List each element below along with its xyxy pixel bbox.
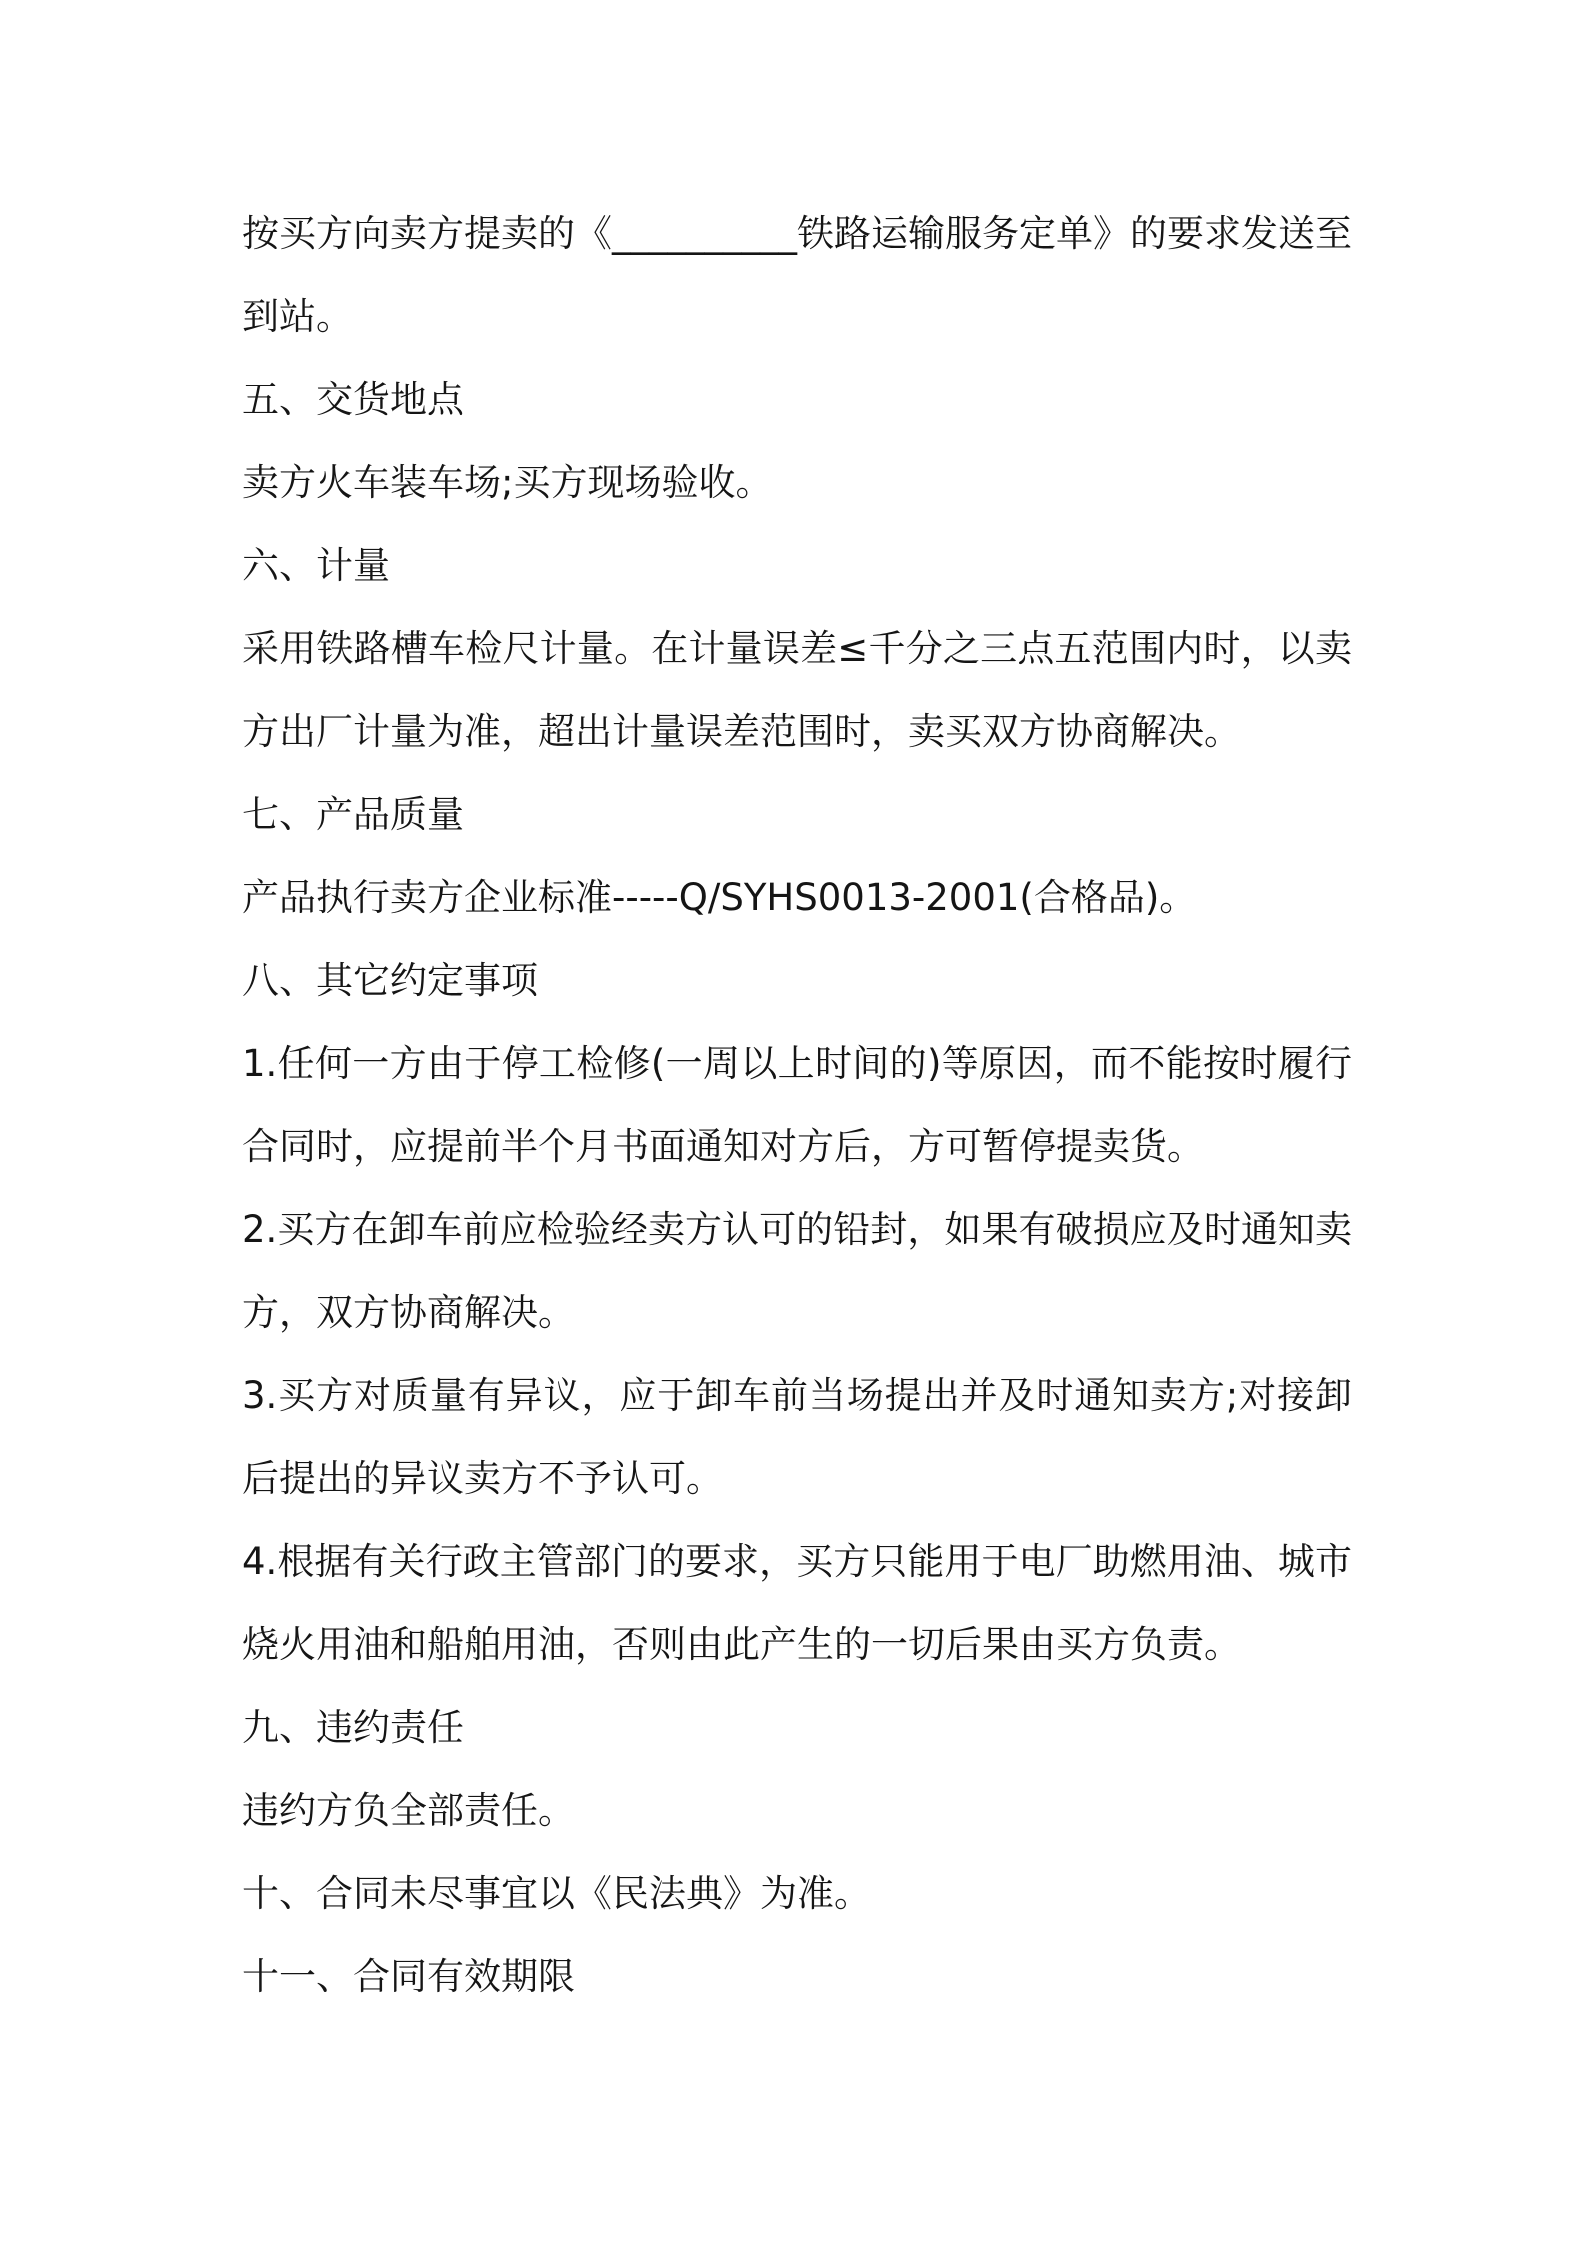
body-line-term-1a: 1.任何一方由于停工检修(一周以上时间的)等原因，而不能按时履行 bbox=[242, 1042, 1352, 1085]
contract-body bbox=[242, 192, 1362, 2018]
body-line-term-2a: 2.买方在卸车前应检验经卖方认可的铅封，如果有破损应及时通知卖 bbox=[242, 1208, 1352, 1251]
body-line-term-1b: 合同时，应提前半个月书面通知对方后，方可暂停提卖货。 bbox=[242, 1125, 1204, 1168]
section-heading-measurement: 六、计量 bbox=[242, 544, 390, 587]
body-line-measurement-2: 方出厂计量为准，超出计量误差范围时，卖买双方协商解决。 bbox=[242, 710, 1241, 753]
body-line-delivery-method-end: 到站。 bbox=[242, 295, 353, 338]
body-line-term-3b: 后提出的异议卖方不予认可。 bbox=[242, 1457, 723, 1500]
section-heading-validity: 十一、合同有效期限 bbox=[242, 1955, 575, 1998]
body-line-liability: 违约方负全部责任。 bbox=[242, 1789, 575, 1832]
body-line-delivery-location: 卖方火车装车场;买方现场验收。 bbox=[242, 461, 773, 504]
body-line-term-3a: 3.买方对质量有异议，应于卸车前当场提出并及时通知卖方;对接卸 bbox=[242, 1374, 1352, 1417]
body-line-term-2b: 方，双方协商解决。 bbox=[242, 1291, 575, 1334]
body-line-quality: 产品执行卖方企业标准-----Q/SYHS0013-2001(合格品)。 bbox=[242, 876, 1197, 919]
section-heading-other-terms: 八、其它约定事项 bbox=[242, 959, 538, 1002]
section-heading-quality: 七、产品质量 bbox=[242, 793, 464, 836]
section-heading-delivery-location: 五、交货地点 bbox=[242, 378, 464, 421]
body-line-measurement-1: 采用铁路槽车检尺计量。在计量误差≤千分之三点五范围内时，以卖 bbox=[242, 627, 1352, 670]
body-line-delivery-method: 按买方向卖方提卖的《__________铁路运输服务定单》的要求发送至 bbox=[242, 212, 1352, 255]
section-heading-liability: 九、违约责任 bbox=[242, 1706, 464, 1749]
section-heading-civil-code: 十、合同未尽事宜以《民法典》为准。 bbox=[242, 1872, 871, 1915]
body-line-term-4a: 4.根据有关行政主管部门的要求，买方只能用于电厂助燃用油、城市 bbox=[242, 1540, 1352, 1583]
body-line-term-4b: 烧火用油和船舶用油，否则由此产生的一切后果由买方负责。 bbox=[242, 1623, 1241, 1666]
